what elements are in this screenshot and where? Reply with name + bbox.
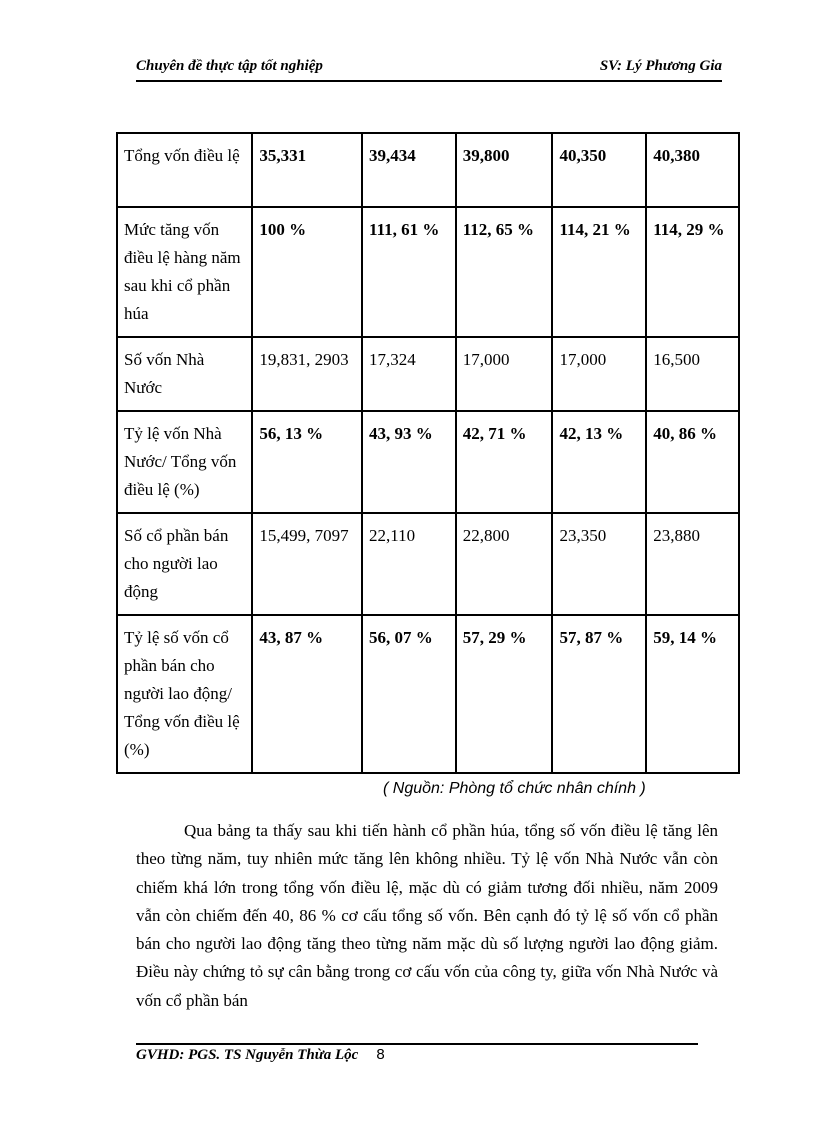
table-cell: 16,500 <box>646 337 739 411</box>
table-cell: 114, 21 % <box>552 207 646 337</box>
table-cell: 23,880 <box>646 513 739 615</box>
table-cell: 56, 07 % <box>362 615 456 773</box>
row-label: Tỷ lệ số vốn cổ phần bán cho người lao động/ Tổng vốn điều lệ (%) <box>117 615 252 773</box>
table-cell: 59, 14 % <box>646 615 739 773</box>
table-cell: 111, 61 % <box>362 207 456 337</box>
table-row <box>117 133 739 207</box>
page-number: 8 <box>376 1046 385 1063</box>
table-cell: 23,350 <box>552 513 646 615</box>
header-student-name: SV: Lý Phương Gia <box>599 58 722 74</box>
table-row <box>117 411 739 513</box>
table-cell: 114, 29 % <box>646 207 739 337</box>
table-cell: 40,380 <box>646 133 739 207</box>
table-cell: 57, 87 % <box>552 615 646 773</box>
page-footer <box>136 1046 385 1064</box>
table-cell: 22,800 <box>456 513 553 615</box>
table-cell: 35,331 <box>252 133 362 207</box>
table-row <box>117 615 739 773</box>
table-row <box>117 513 739 615</box>
table-cell: 43, 87 % <box>252 615 362 773</box>
table-cell: 17,000 <box>456 337 553 411</box>
header-document-title: Chuyên đề thực tập tốt nghiệp <box>136 58 323 74</box>
table-cell: 100 % <box>252 207 362 337</box>
row-label: Tổng vốn điều lệ <box>117 133 252 207</box>
table-source-note: ( Nguồn: Phòng tổ chức nhân chính ) <box>383 780 646 797</box>
table-cell: 56, 13 % <box>252 411 362 513</box>
table-cell: 42, 71 % <box>456 411 553 513</box>
table-cell: 17,324 <box>362 337 456 411</box>
table-row <box>117 207 739 337</box>
row-label: Số vốn Nhà Nước <box>117 337 252 411</box>
page-header <box>136 58 722 82</box>
row-label: Mức tăng vốn điều lệ hàng năm sau khi cổ phần húa <box>117 207 252 337</box>
table-cell: 19,831, 2903 <box>252 337 362 411</box>
row-label: Tỷ lệ vốn Nhà Nước/ Tổng vốn điều lệ (%) <box>117 411 252 513</box>
capital-structure-table <box>116 132 740 774</box>
table-cell: 43, 93 % <box>362 411 456 513</box>
table-cell: 39,434 <box>362 133 456 207</box>
table-cell: 57, 29 % <box>456 615 553 773</box>
table-cell: 15,499, 7097 <box>252 513 362 615</box>
table-cell: 42, 13 % <box>552 411 646 513</box>
row-label: Số cổ phần bán cho người lao động <box>117 513 252 615</box>
footer-supervisor: GVHD: PGS. TS Nguyễn Thừa Lộc <box>136 1047 359 1063</box>
footer-divider <box>136 1043 698 1045</box>
table-cell: 22,110 <box>362 513 456 615</box>
table-cell: 17,000 <box>552 337 646 411</box>
table-cell: 39,800 <box>456 133 553 207</box>
body-paragraph: Qua bảng ta thấy sau khi tiến hành cổ phần húa, tổng số vốn điều lệ tăng lên theo từng năm, tuy nhiên mức tăng lên không nhiều. Tỷ lệ vốn Nhà Nước vẫn còn chiếm khá lớn trong tổng vốn điều lệ, mặc dù có giảm tương đối nhiều, năm 2009 vẫn còn chiếm đến 40, 86 % cơ cấu tổng số vốn. Bên cạnh đó tỷ lệ số vốn cổ phần bán cho người lao động tăng theo từng năm mặc dù số lượng người lao động giảm. Điều này chứng tỏ sự cân bằng trong cơ cấu vốn của công ty, giữa vốn Nhà Nước và vốn cổ phần bán <box>136 821 718 1010</box>
table-cell: 112, 65 % <box>456 207 553 337</box>
table-cell: 40, 86 % <box>646 411 739 513</box>
table-cell: 40,350 <box>552 133 646 207</box>
table-row <box>117 337 739 411</box>
